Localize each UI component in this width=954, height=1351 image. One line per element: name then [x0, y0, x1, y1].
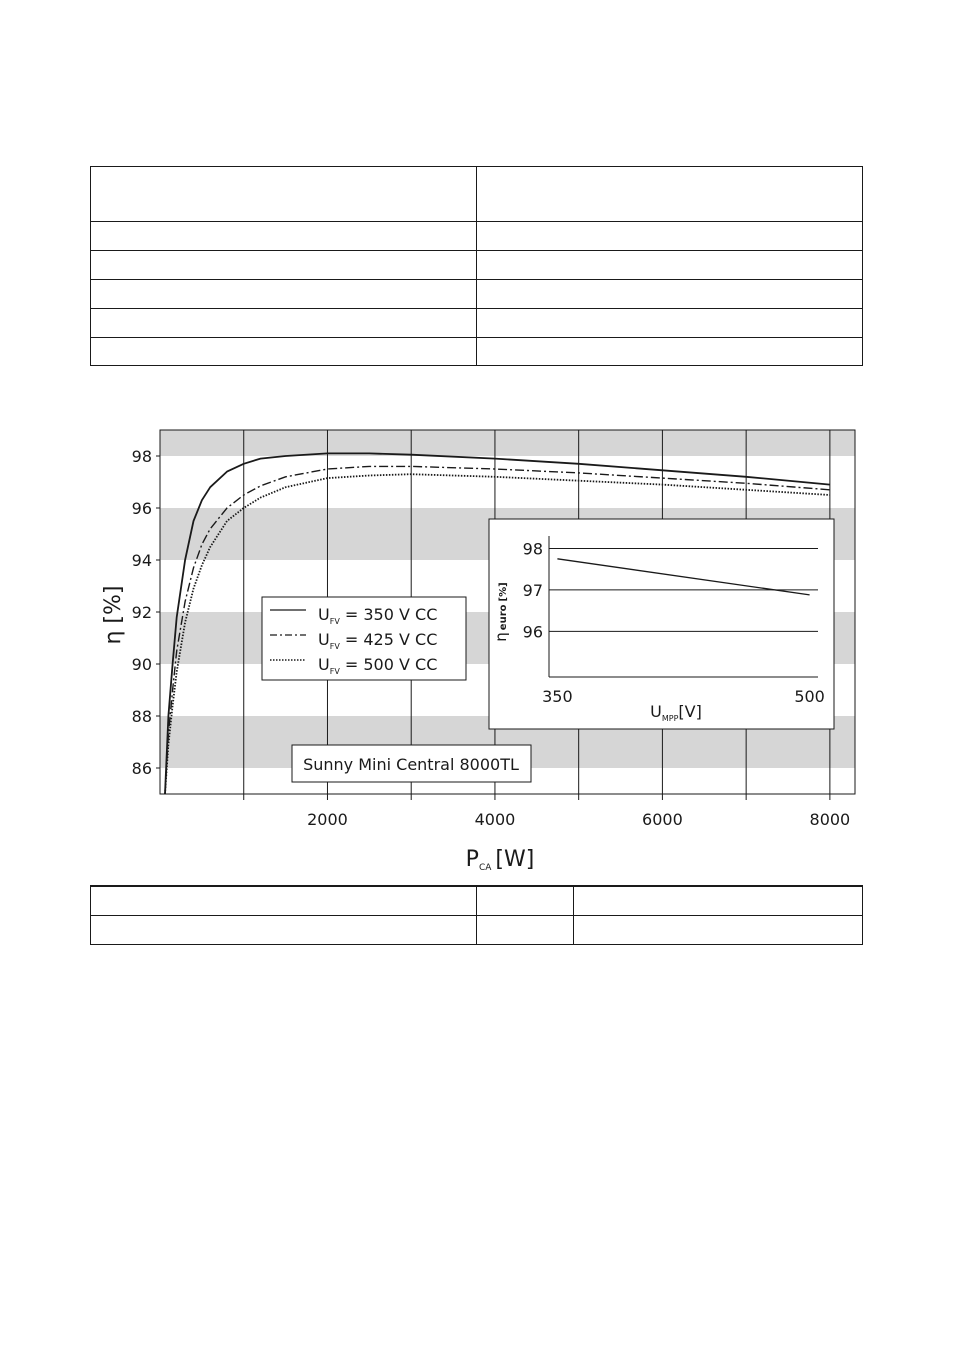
x-tick-label: 8000 — [809, 810, 851, 829]
x-tick-label: 2000 — [307, 810, 348, 829]
y-tick-label: 94 — [131, 551, 152, 570]
legend — [262, 597, 466, 680]
y-tick-label: 90 — [131, 655, 152, 674]
x-tick-label: 4000 — [474, 810, 516, 829]
y-tick-label: 86 — [131, 759, 152, 778]
x-axis-label: PCA [W] — [465, 847, 535, 873]
y-tick-label: 98 — [131, 447, 152, 466]
inset-x-tick-label: 350 — [542, 687, 573, 706]
table-cell — [477, 915, 574, 944]
inset-x-axis-label: $U_{MPP}[V]$ — [650, 702, 702, 723]
y-tick-label: 92 — [131, 603, 152, 622]
grid-band — [160, 430, 855, 456]
table-cell — [91, 886, 477, 915]
table-cell — [477, 886, 574, 915]
inset-x-tick-label: 500 — [794, 687, 825, 706]
inset-y-tick-label: 97 — [522, 580, 543, 600]
inset-y-axis-label: ηeuro[%] — [492, 582, 510, 642]
spec-table-bottom — [90, 885, 863, 945]
inset-y-tick-label: 98 — [522, 539, 543, 559]
y-tick-label: 96 — [131, 499, 152, 518]
y-tick-label: 88 — [131, 707, 152, 726]
legend-entry-350: $U_{FV} = 350$ V CC — [318, 605, 438, 626]
table-cell — [574, 886, 863, 915]
inset-y-tick-label: 96 — [522, 622, 543, 642]
euro-efficiency-inset — [489, 519, 834, 729]
model-name: Sunny Mini Central 8000TL — [303, 755, 519, 774]
model-annotation — [292, 745, 531, 782]
y-axis-label: η [%] — [101, 585, 126, 645]
table-cell — [91, 915, 477, 944]
table-cell — [574, 915, 863, 944]
legend-entry-425: $U_{FV} = 425$ V CC — [318, 630, 438, 651]
x-tick-label: 6000 — [642, 810, 683, 829]
legend-entry-500: $U_{FV} = 500$ V CC — [318, 655, 438, 676]
